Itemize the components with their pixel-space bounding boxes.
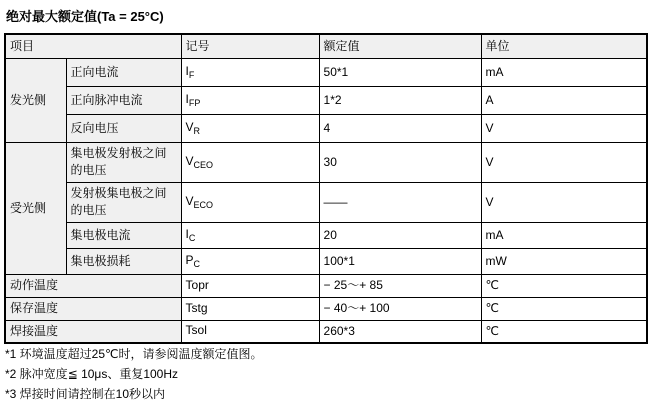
unit-cell: A bbox=[481, 86, 647, 114]
value-cell: —— bbox=[319, 182, 481, 222]
symbol-subscript: F bbox=[188, 70, 195, 80]
absolute-maximum-ratings-table bbox=[4, 33, 648, 344]
symbol-cell bbox=[181, 248, 319, 274]
header-rating: 额定值 bbox=[319, 34, 481, 58]
value-cell: 30 bbox=[319, 142, 481, 182]
symbol-main: V bbox=[185, 154, 194, 168]
unit-cell: V bbox=[481, 142, 647, 182]
page-title: 绝对最大额定值(Ta = 25°C) bbox=[6, 9, 164, 24]
header-unit: 单位 bbox=[481, 34, 647, 58]
table-row bbox=[5, 274, 647, 297]
item-cell: 焊接温度 bbox=[5, 320, 181, 343]
table-row bbox=[5, 142, 647, 182]
value-cell: 260*3 bbox=[319, 320, 481, 343]
symbol-cell bbox=[181, 320, 319, 343]
symbol-subscript: CEO bbox=[193, 160, 214, 170]
unit-cell: ℃ bbox=[481, 297, 647, 320]
value-cell: − 40～+ 100 bbox=[319, 297, 481, 320]
group-cell-detector: 受光侧 bbox=[5, 142, 66, 274]
table-row bbox=[5, 320, 647, 343]
item-cell: 正向电流 bbox=[66, 58, 181, 86]
footnote-2: *2 脉冲宽度≦ 10μs、重复100Hz bbox=[5, 367, 179, 381]
symbol-cell bbox=[181, 222, 319, 248]
symbol-cell bbox=[181, 142, 319, 182]
item-cell: 集电极发射极之间的电压 bbox=[66, 142, 181, 182]
symbol-cell bbox=[181, 114, 319, 142]
value-cell: 20 bbox=[319, 222, 481, 248]
item-cell: 集电极损耗 bbox=[66, 248, 181, 274]
table-row bbox=[5, 86, 647, 114]
symbol-main: Tstg bbox=[185, 300, 208, 315]
symbol-subscript: ECO bbox=[193, 200, 214, 210]
table-row bbox=[5, 182, 647, 222]
symbol-subscript: R bbox=[193, 126, 201, 136]
item-cell: 发射极集电极之间的电压 bbox=[66, 182, 181, 222]
symbol-cell bbox=[181, 86, 319, 114]
unit-cell: V bbox=[481, 114, 647, 142]
footnote-1: *1 环境温度超过25℃时，请参阅温度额定值图。 bbox=[5, 347, 263, 361]
value-cell: − 25～+ 85 bbox=[319, 274, 481, 297]
unit-cell: ℃ bbox=[481, 274, 647, 297]
symbol-subscript: FP bbox=[188, 98, 201, 108]
item-cell: 正向脉冲电流 bbox=[66, 86, 181, 114]
symbol-main: Topr bbox=[185, 277, 209, 292]
value-cell: 1*2 bbox=[319, 86, 481, 114]
group-cell-emitter: 发光侧 bbox=[5, 58, 66, 142]
symbol-main: V bbox=[185, 194, 194, 208]
symbol-subscript: C bbox=[193, 259, 201, 269]
symbol-main: Tsol bbox=[185, 323, 207, 338]
symbol-main: P bbox=[185, 253, 194, 267]
symbol-main: I bbox=[185, 227, 189, 241]
table-row bbox=[5, 248, 647, 274]
item-cell: 反向电压 bbox=[66, 114, 181, 142]
unit-cell: mA bbox=[481, 58, 647, 86]
header-symbol: 记号 bbox=[181, 34, 319, 58]
symbol-main: V bbox=[185, 120, 194, 134]
header-item: 项目 bbox=[5, 34, 181, 58]
item-cell: 集电极电流 bbox=[66, 222, 181, 248]
table-row bbox=[5, 297, 647, 320]
table-row bbox=[5, 58, 647, 86]
unit-cell: ℃ bbox=[481, 320, 647, 343]
symbol-main: I bbox=[185, 64, 189, 78]
symbol-main: I bbox=[185, 92, 189, 106]
value-cell: 4 bbox=[319, 114, 481, 142]
footnote-3: *3 焊接时间请控制在10秒以内 bbox=[5, 387, 166, 401]
value-cell: 100*1 bbox=[319, 248, 481, 274]
table-row bbox=[5, 114, 647, 142]
symbol-cell bbox=[181, 297, 319, 320]
item-cell: 动作温度 bbox=[5, 274, 181, 297]
symbol-cell bbox=[181, 58, 319, 86]
table-header-row bbox=[5, 34, 647, 58]
item-cell: 保存温度 bbox=[5, 297, 181, 320]
unit-cell: mW bbox=[481, 248, 647, 274]
value-cell: 50*1 bbox=[319, 58, 481, 86]
unit-cell: V bbox=[481, 182, 647, 222]
symbol-cell bbox=[181, 182, 319, 222]
symbol-subscript: C bbox=[188, 233, 196, 243]
table-row bbox=[5, 222, 647, 248]
symbol-cell bbox=[181, 274, 319, 297]
unit-cell: mA bbox=[481, 222, 647, 248]
footnotes bbox=[5, 344, 263, 404]
